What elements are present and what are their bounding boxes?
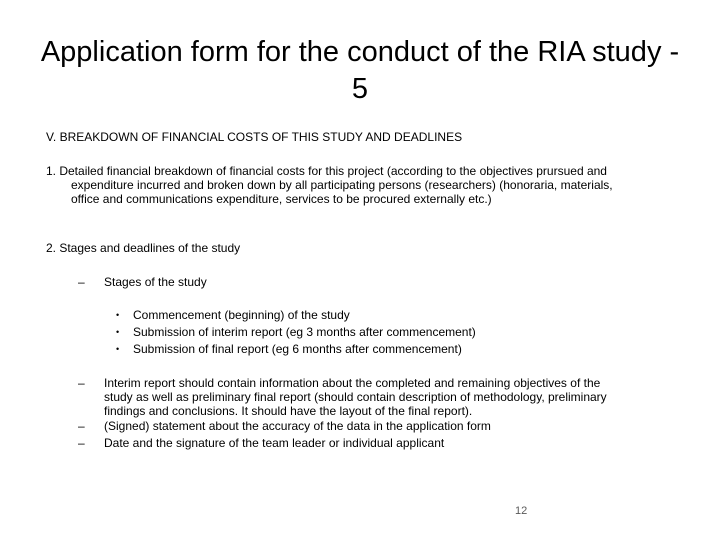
stages-label: Stages of the study: [104, 275, 207, 289]
stage-text: Submission of final report (eg 6 months after commencement): [133, 342, 462, 356]
dash-marker: –: [78, 275, 85, 289]
item-1-line-2: expenditure incurred and broken down by all participating persons (researchers) (honoraria, materials,: [71, 178, 613, 192]
dash-marker: –: [78, 376, 85, 390]
item-1-line-1: 1. Detailed financial breakdown of financial costs for this project (according to the objectives prursued and: [46, 164, 607, 178]
interim-report-text: [104, 376, 669, 418]
bullet-marker: •: [116, 344, 120, 354]
signed-statement-text: (Signed) statement about the accuracy of the data in the application form: [104, 419, 491, 433]
item-2-stages-deadlines: 2. Stages and deadlines of the study: [46, 241, 241, 255]
interim-line-1: Interim report should contain information about the completed and remaining objectives of the: [104, 376, 601, 390]
bullet-marker: •: [116, 327, 120, 337]
item-1-line-3: office and communications expenditure, services to be procured externally etc.): [71, 192, 492, 206]
interim-line-2: study as well as preliminary final report (should contain description of methodology, preliminary: [104, 390, 607, 404]
item-1-financial-breakdown: [46, 164, 666, 206]
interim-line-3: findings and conclusions. It should have the layout of the final report).: [104, 404, 473, 418]
date-signature-text: Date and the signature of the team leader or individual applicant: [104, 436, 445, 450]
dash-marker: –: [78, 419, 85, 433]
stage-text: Commencement (beginning) of the study: [133, 308, 350, 322]
stage-text: Submission of interim report (eg 3 months after commencement): [133, 325, 476, 339]
bullet-marker: •: [116, 310, 120, 320]
page-number: 12: [515, 505, 528, 517]
page-title: Application form for the conduct of the RIA study - 5: [40, 36, 680, 105]
section-heading: V. BREAKDOWN OF FINANCIAL COSTS OF THIS STUDY AND DEADLINES: [46, 130, 463, 144]
dash-marker: –: [78, 436, 85, 450]
